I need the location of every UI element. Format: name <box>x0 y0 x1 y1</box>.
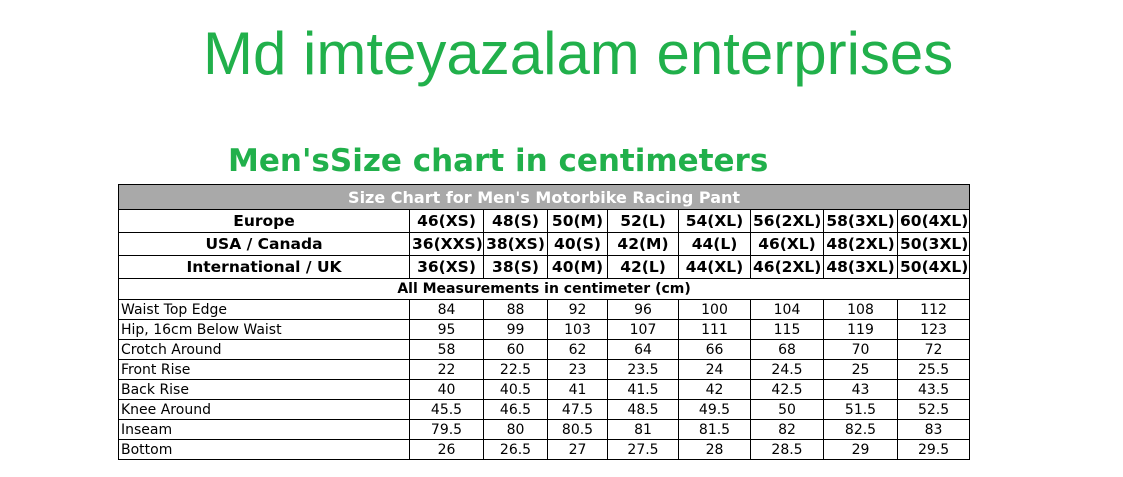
size-cell: 46(2XL) <box>751 256 824 279</box>
measurement-cell: 92 <box>548 300 608 320</box>
size-cell: 40(M) <box>548 256 608 279</box>
size-cell: 52(L) <box>608 210 679 233</box>
measurement-label: Hip, 16cm Below Waist <box>119 320 410 340</box>
size-cell: 42(M) <box>608 233 679 256</box>
measurement-cell: 24 <box>679 360 751 380</box>
size-cell: 50(4XL) <box>898 256 970 279</box>
measurement-cell: 40 <box>410 380 484 400</box>
measurement-label: Knee Around <box>119 400 410 420</box>
measurement-cell: 115 <box>751 320 824 340</box>
size-row-label: Europe <box>119 210 410 233</box>
measurement-cell: 104 <box>751 300 824 320</box>
size-row-label: International / UK <box>119 256 410 279</box>
unit-note: All Measurements in centimeter (cm) <box>119 279 970 300</box>
measurement-row-waist-top-edge <box>119 300 970 320</box>
measurement-cell: 81 <box>608 420 679 440</box>
measurement-cell: 66 <box>679 340 751 360</box>
brand-title: Md imteyazalam enterprises <box>203 20 954 87</box>
table-title: Size Chart for Men's Motorbike Racing Pant <box>119 185 970 210</box>
measurement-cell: 111 <box>679 320 751 340</box>
measurement-cell: 22.5 <box>484 360 548 380</box>
measurement-cell: 95 <box>410 320 484 340</box>
size-cell: 58(3XL) <box>824 210 898 233</box>
measurement-cell: 42.5 <box>751 380 824 400</box>
measurement-cell: 28.5 <box>751 440 824 460</box>
size-cell: 40(S) <box>548 233 608 256</box>
page-subtitle <box>228 140 768 182</box>
measurement-cell: 24.5 <box>751 360 824 380</box>
measurement-cell: 119 <box>824 320 898 340</box>
measurement-cell: 112 <box>898 300 970 320</box>
measurement-cell: 123 <box>898 320 970 340</box>
measurement-cell: 23 <box>548 360 608 380</box>
measurement-cell: 58 <box>410 340 484 360</box>
size-cell: 38(S) <box>484 256 548 279</box>
measurement-cell: 23.5 <box>608 360 679 380</box>
size-cell: 44(XL) <box>679 256 751 279</box>
measurement-cell: 26 <box>410 440 484 460</box>
measurement-row-inseam <box>119 420 970 440</box>
measurement-cell: 25 <box>824 360 898 380</box>
size-cell: 42(L) <box>608 256 679 279</box>
measurement-cell: 103 <box>548 320 608 340</box>
measurement-cell: 99 <box>484 320 548 340</box>
measurement-cell: 52.5 <box>898 400 970 420</box>
size-cell: 36(XS) <box>410 256 484 279</box>
size-row-label: USA / Canada <box>119 233 410 256</box>
measurement-cell: 62 <box>548 340 608 360</box>
measurement-cell: 45.5 <box>410 400 484 420</box>
size-cell: 54(XL) <box>679 210 751 233</box>
measurement-cell: 51.5 <box>824 400 898 420</box>
table-title-row <box>119 185 970 210</box>
measurement-cell: 88 <box>484 300 548 320</box>
measurement-label: Back Rise <box>119 380 410 400</box>
measurement-cell: 72 <box>898 340 970 360</box>
size-row-international-uk <box>119 256 970 279</box>
size-cell: 50(M) <box>548 210 608 233</box>
measurement-label: Inseam <box>119 420 410 440</box>
measurement-cell: 82 <box>751 420 824 440</box>
measurement-cell: 48.5 <box>608 400 679 420</box>
size-cell: 36(XXS) <box>410 233 484 256</box>
measurement-cell: 40.5 <box>484 380 548 400</box>
size-cell: 48(3XL) <box>824 256 898 279</box>
measurement-row-bottom <box>119 440 970 460</box>
measurement-cell: 96 <box>608 300 679 320</box>
measurement-cell: 60 <box>484 340 548 360</box>
measurement-cell: 46.5 <box>484 400 548 420</box>
measurement-cell: 80 <box>484 420 548 440</box>
subtitle-prefix: Men's <box>228 143 330 179</box>
measurement-cell: 26.5 <box>484 440 548 460</box>
measurement-row-hip-16cm-below-waist <box>119 320 970 340</box>
size-cell: 48(2XL) <box>824 233 898 256</box>
unit-note-row <box>119 279 970 300</box>
measurement-cell: 27.5 <box>608 440 679 460</box>
size-cell: 60(4XL) <box>898 210 970 233</box>
size-cell: 46(XS) <box>410 210 484 233</box>
measurement-row-front-rise <box>119 360 970 380</box>
measurement-cell: 64 <box>608 340 679 360</box>
measurement-cell: 27 <box>548 440 608 460</box>
measurement-label: Waist Top Edge <box>119 300 410 320</box>
size-row-europe <box>119 210 970 233</box>
size-cell: 50(3XL) <box>898 233 970 256</box>
measurement-cell: 41 <box>548 380 608 400</box>
measurement-cell: 29.5 <box>898 440 970 460</box>
size-row-usa-canada <box>119 233 970 256</box>
measurement-cell: 83 <box>898 420 970 440</box>
measurement-cell: 29 <box>824 440 898 460</box>
size-chart-table <box>118 184 970 460</box>
measurement-cell: 28 <box>679 440 751 460</box>
measurement-row-knee-around <box>119 400 970 420</box>
measurement-cell: 43.5 <box>898 380 970 400</box>
measurement-cell: 47.5 <box>548 400 608 420</box>
measurement-cell: 49.5 <box>679 400 751 420</box>
measurement-cell: 50 <box>751 400 824 420</box>
measurement-cell: 108 <box>824 300 898 320</box>
measurement-label: Bottom <box>119 440 410 460</box>
measurement-cell: 25.5 <box>898 360 970 380</box>
measurement-cell: 81.5 <box>679 420 751 440</box>
measurement-cell: 84 <box>410 300 484 320</box>
measurement-cell: 43 <box>824 380 898 400</box>
measurement-cell: 80.5 <box>548 420 608 440</box>
size-cell: 48(S) <box>484 210 548 233</box>
measurement-label: Crotch Around <box>119 340 410 360</box>
measurement-row-back-rise <box>119 380 970 400</box>
measurement-cell: 82.5 <box>824 420 898 440</box>
measurement-cell: 22 <box>410 360 484 380</box>
size-cell: 56(2XL) <box>751 210 824 233</box>
measurement-label: Front Rise <box>119 360 410 380</box>
measurement-cell: 100 <box>679 300 751 320</box>
size-cell: 44(L) <box>679 233 751 256</box>
measurement-cell: 42 <box>679 380 751 400</box>
size-cell: 38(XS) <box>484 233 548 256</box>
size-cell: 46(XL) <box>751 233 824 256</box>
measurement-cell: 70 <box>824 340 898 360</box>
subtitle-rest: Size chart in centimeters <box>329 143 769 179</box>
measurement-cell: 68 <box>751 340 824 360</box>
measurement-cell: 79.5 <box>410 420 484 440</box>
measurement-cell: 41.5 <box>608 380 679 400</box>
measurement-row-crotch-around <box>119 340 970 360</box>
measurement-cell: 107 <box>608 320 679 340</box>
